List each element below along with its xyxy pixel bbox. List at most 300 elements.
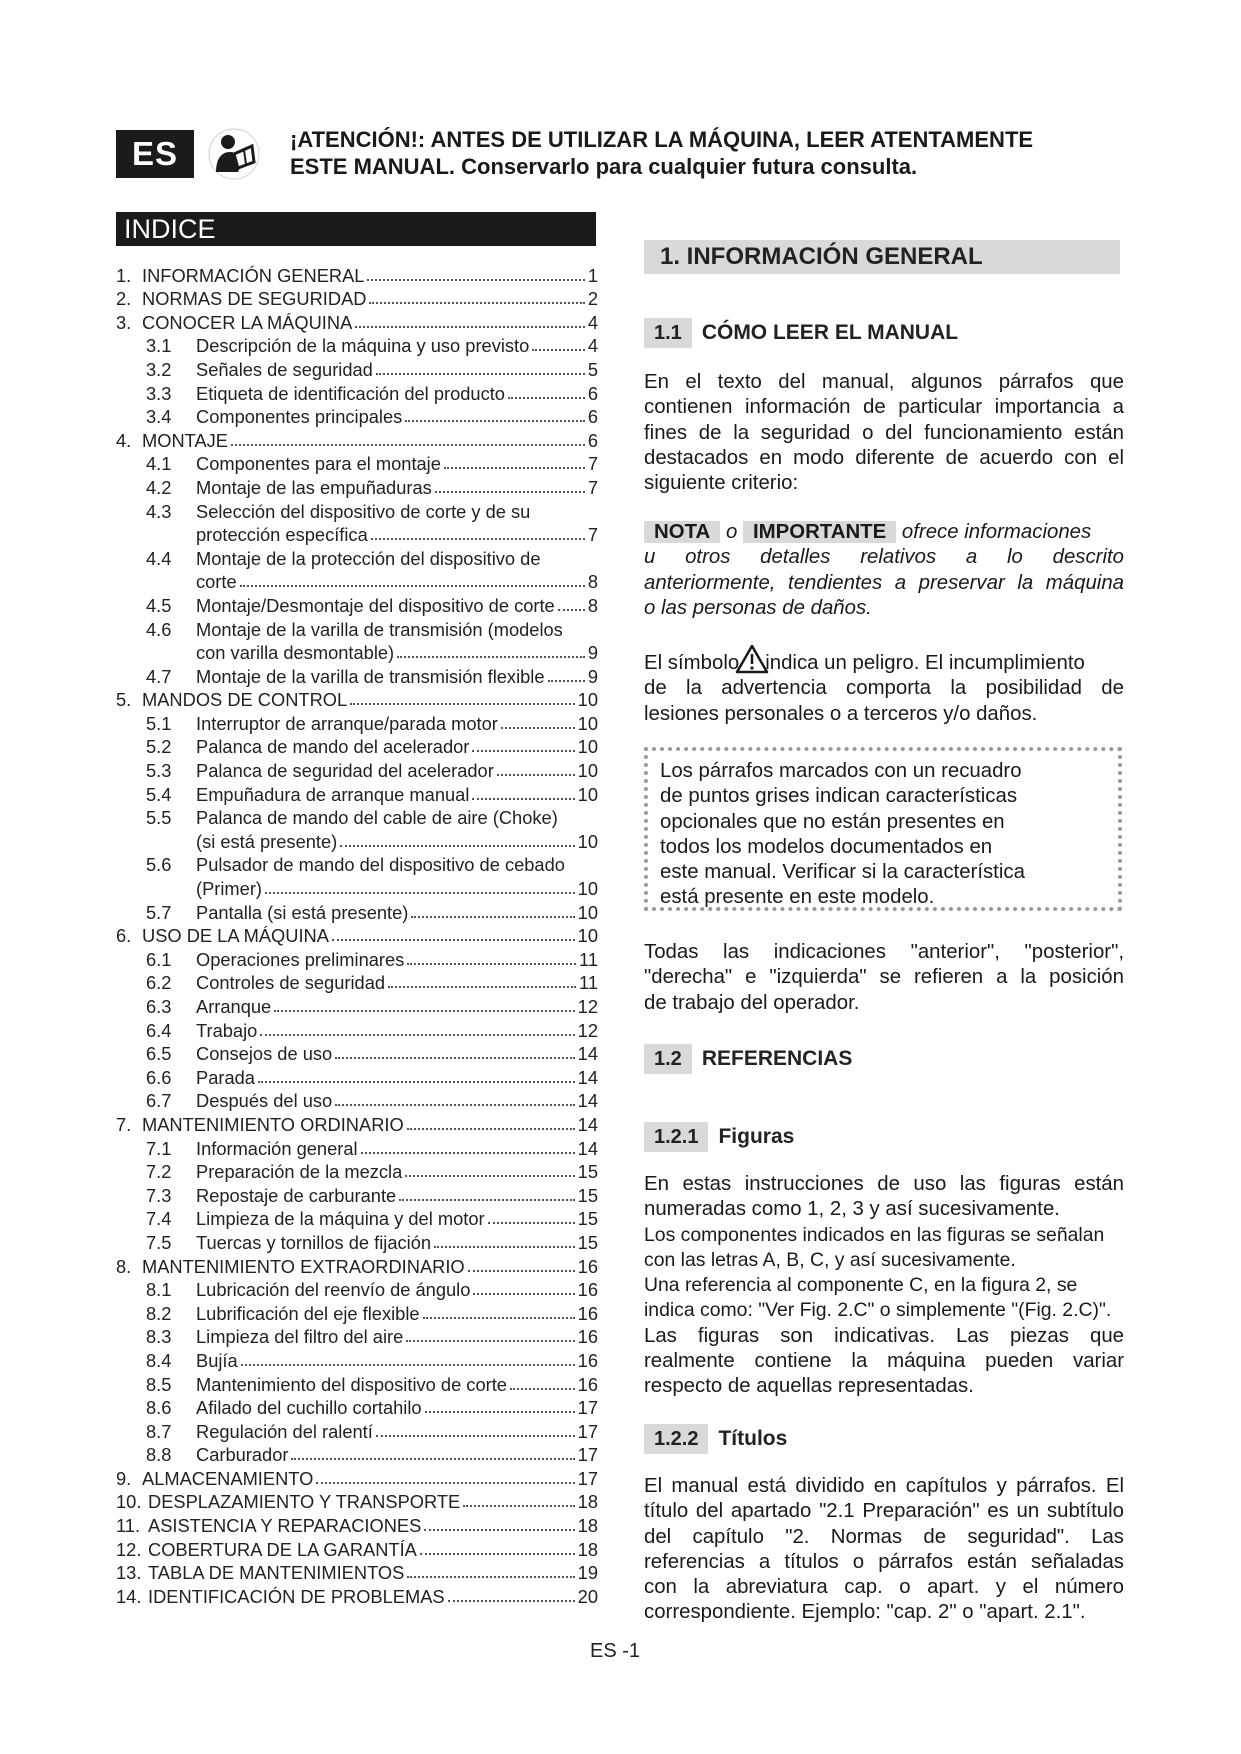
toc-entry <box>116 687 598 711</box>
section-number: 1.2.2 <box>644 1424 708 1454</box>
toc-dot-leader <box>406 1340 574 1342</box>
toc-entry-page: 14 <box>577 1090 598 1112</box>
toc-entry-title: protección específica <box>196 524 368 546</box>
toc-entry-page: 7 <box>587 453 598 475</box>
toc-entry <box>116 1182 598 1206</box>
text-line: con las letras A, B, C, y así sucesivamente. <box>644 1248 1016 1271</box>
toc-entry-title: Montaje de las empuñaduras <box>196 476 432 498</box>
text-line: realmente contiene la máquina pueden variar <box>644 1350 1124 1373</box>
text-line: todos los modelos documentados en <box>660 835 993 858</box>
text-line: fines de la seguridad o del funcionamiento están <box>644 421 1124 444</box>
toc-entry <box>116 1088 598 1112</box>
toc-entry-number: 12. <box>116 1538 142 1560</box>
toc-entry-title: MANTENIMIENTO EXTRAORDINARIO <box>142 1255 465 1277</box>
toc-entry-title: Palanca de mando del cable de aire (Choke) <box>196 807 558 829</box>
toc-dot-leader <box>405 420 585 422</box>
toc-dot-leader <box>497 774 575 776</box>
toc-entry-title: Trabajo <box>196 1019 258 1041</box>
toc-entry <box>116 1583 598 1607</box>
toc-entry-number: 5.5 <box>146 807 172 829</box>
toc-entry-page: 16 <box>577 1302 598 1324</box>
toc-entry-number: 8.3 <box>146 1326 172 1348</box>
toc-entry <box>116 1324 598 1348</box>
toc-entry <box>116 380 598 404</box>
toc-entry <box>116 286 598 310</box>
toc-dot-leader <box>407 963 576 965</box>
toc-dot-leader <box>411 916 574 918</box>
toc-entry <box>116 1135 598 1159</box>
toc-entry-page: 10 <box>577 689 598 711</box>
toc-entry-title: NORMAS DE SEGURIDAD <box>142 288 367 310</box>
text-line: En estas instrucciones de uso las figuras están <box>644 1173 1124 1195</box>
toc-entry <box>116 946 598 970</box>
toc-entry <box>116 1418 598 1442</box>
toc-entry-page: 15 <box>577 1184 598 1206</box>
section-number: 1.2.1 <box>644 1122 708 1152</box>
toc-dot-leader <box>350 703 574 705</box>
toc-entry-page: 12 <box>577 996 598 1017</box>
toc-entry <box>116 309 598 333</box>
toc-entry-page: 12 <box>577 1019 598 1041</box>
toc-entry-title: Descripción de la máquina y uso previsto <box>196 335 530 357</box>
toc-entry-title: Preparación de la mezcla <box>196 1161 403 1183</box>
toc-entry-page: 6 <box>587 429 598 451</box>
toc-dot-leader <box>501 727 575 729</box>
toc-dot-leader <box>260 1034 574 1036</box>
toc-entry-page: 10 <box>577 878 598 900</box>
toc-entry-number: 8.8 <box>146 1444 172 1466</box>
text-line: anteriormente, tendientes a preservar la máquina <box>644 571 1124 594</box>
section-1-2-2-heading <box>644 1424 787 1454</box>
toc-entry-number: 8.1 <box>146 1279 172 1301</box>
toc-entry-page: 6 <box>587 406 598 428</box>
toc-entry-title: Operaciones preliminares <box>196 948 405 970</box>
toc-entry-page: 10 <box>577 783 598 805</box>
toc-entry-title: Selección del dispositivo de corte y de su <box>196 500 531 522</box>
toc-entry-number: 6.2 <box>146 972 172 994</box>
toc-entry-number: 8.4 <box>146 1349 172 1371</box>
toc-entry-number: 7.1 <box>146 1137 172 1159</box>
toc-entry-title: Palanca de seguridad del acelerador <box>196 760 494 782</box>
toc-entry <box>116 569 598 593</box>
toc-entry <box>116 1371 598 1395</box>
toc-entry-title: MANTENIMIENTO ORDINARIO <box>142 1113 404 1135</box>
text-line: Los componentes indicados en las figuras se señalan <box>644 1223 1105 1246</box>
toc-entry-page: 16 <box>577 1255 598 1277</box>
toc-dot-leader <box>399 1199 574 1201</box>
toc-entry-page: 14 <box>577 1113 598 1135</box>
toc-entry <box>116 663 598 687</box>
toc-entry-number: 6.3 <box>146 996 172 1017</box>
paragraph-orientation <box>644 940 1124 1016</box>
toc-entry <box>116 734 598 758</box>
toc-entry-page: 9 <box>587 642 598 664</box>
toc-dot-leader <box>488 1222 575 1224</box>
toc-entry-title: MONTAJE <box>142 429 228 451</box>
section-1-2-heading <box>644 1044 852 1074</box>
toc-entry-number: 4.3 <box>146 500 172 522</box>
text-line: Una referencia al componente C, en la figura 2, se <box>644 1274 1078 1297</box>
toc-entry-page: 4 <box>587 335 598 357</box>
toc-dot-leader <box>548 680 585 682</box>
index-title: INDICE <box>116 212 596 246</box>
toc-entry-page: 10 <box>577 760 598 782</box>
toc-entry-number: 2. <box>116 288 132 310</box>
toc-entry-page: 10 <box>577 830 598 852</box>
toc-entry-title: Tuercas y tornillos de fijación <box>196 1231 432 1253</box>
toc-entry-title: Montaje de la varilla de transmisión flexible <box>196 665 545 687</box>
text-line: indica como: "Ver Fig. 2.C" o simplemente "(Fig. 2.C)". <box>644 1299 1112 1322</box>
toc-entry-number: 6.1 <box>146 948 172 970</box>
toc-entry <box>116 1512 598 1536</box>
toc-entry-number: 6.4 <box>146 1019 172 1041</box>
text-fragment: indica un peligro. El incumplimiento <box>765 652 1085 674</box>
text-line: u otros detalles relativos a lo descrito <box>644 546 1124 569</box>
toc-entry <box>116 1159 598 1183</box>
toc-entry-title: USO DE LA MÁQUINA <box>142 925 329 947</box>
toc-dot-leader <box>367 279 584 281</box>
text-line: o las personas de daños. <box>644 596 872 619</box>
toc-dot-leader <box>376 1435 575 1437</box>
toc-dot-leader <box>424 1529 574 1531</box>
page-number: ES -1 <box>590 1640 641 1662</box>
toc-entry <box>116 616 598 640</box>
toc-entry-title: Pulsador de mando del dispositivo de cebado <box>196 854 565 876</box>
toc-entry-title: CONOCER LA MÁQUINA <box>142 311 353 333</box>
toc-dot-leader <box>425 1411 575 1413</box>
toc-entry <box>116 1277 598 1301</box>
text-line: título del apartado "2.1 Preparación" es un subtítulo <box>644 1500 1124 1523</box>
toc-entry <box>116 1253 598 1277</box>
toc-entry-number: 8.2 <box>146 1302 172 1324</box>
toc-entry-title: Empuñadura de arranque manual <box>196 783 470 805</box>
toc-entry <box>116 522 598 546</box>
toc-entry-number: 8.7 <box>146 1420 172 1442</box>
toc-entry-title: Señales de seguridad <box>196 358 373 380</box>
toc-entry-page: 10 <box>577 901 598 923</box>
toc-entry <box>116 781 598 805</box>
toc-entry-title: (si está presente) <box>196 830 338 852</box>
toc-dot-leader <box>472 750 574 752</box>
toc-entry-title: Limpieza del filtro del aire <box>196 1326 404 1348</box>
toc-entry <box>116 1536 598 1560</box>
toc-entry-title: Lubrificación del eje flexible <box>196 1302 420 1324</box>
toc-entry-title: corte <box>196 571 237 593</box>
toc-dot-leader <box>340 845 574 847</box>
toc-entry-title: Limpieza de la máquina y del motor <box>196 1208 485 1230</box>
toc-entry <box>116 993 598 1017</box>
toc-entry-number: 4.7 <box>146 665 172 687</box>
toc-dot-leader <box>231 444 585 446</box>
toc-entry <box>116 1111 598 1135</box>
toc-dot-leader <box>376 373 585 375</box>
toc-entry <box>116 1347 598 1371</box>
toc-dot-leader <box>291 1458 574 1460</box>
or-word: o <box>725 521 738 543</box>
toc-entry-number: 7.2 <box>146 1161 172 1183</box>
text-line: Todas las indicaciones "anterior", "posterior", <box>644 941 1124 963</box>
toc-entry-page: 16 <box>577 1349 598 1371</box>
toc-entry-number: 7.5 <box>146 1231 172 1253</box>
toc-entry-number: 10. <box>116 1491 142 1513</box>
toc-entry <box>116 640 598 664</box>
section-title: Figuras <box>718 1125 795 1148</box>
toc-entry <box>116 498 598 522</box>
toc-entry-title: COBERTURA DE LA GARANTÍA <box>148 1538 417 1560</box>
toc-entry-title: IDENTIFICACIÓN DE PROBLEMAS <box>148 1585 445 1607</box>
toc-entry-title: Parada <box>196 1066 255 1088</box>
toc-dot-leader <box>265 892 575 894</box>
toc-entry-number: 11. <box>116 1515 141 1537</box>
paragraph-danger-symbol <box>644 644 1124 727</box>
toc-entry-page: 17 <box>577 1420 598 1442</box>
toc-entry-number: 5.4 <box>146 783 172 805</box>
text-line: de puntos grises indican características <box>660 785 1018 808</box>
toc-entry-page: 9 <box>587 665 598 687</box>
text-line: de la advertencia comporta la posibilidad de <box>644 677 1124 700</box>
toc-entry <box>116 1560 598 1584</box>
toc-entry <box>116 710 598 734</box>
toc-entry <box>116 404 598 428</box>
toc-entry-title: Afilado del cuchillo cortahilo <box>196 1397 422 1419</box>
toc-entry-title: DESPLAZAMIENTO Y TRANSPORTE <box>148 1491 461 1513</box>
toc-entry-number: 6.7 <box>146 1090 172 1112</box>
paragraph-note-important <box>644 520 1124 621</box>
toc-entry-number: 7.4 <box>146 1208 172 1230</box>
toc-entry-number: 5.1 <box>146 712 172 734</box>
toc-entry-number: 13. <box>116 1562 142 1584</box>
toc-entry-title: Etiqueta de identificación del producto <box>196 382 505 404</box>
toc-entry-number: 4. <box>116 429 132 451</box>
toc-dot-leader <box>407 1128 575 1130</box>
toc-entry-number: 5. <box>116 689 132 711</box>
toc-dot-leader <box>434 1246 575 1248</box>
toc-entry-page: 17 <box>577 1444 598 1466</box>
toc-dot-leader <box>332 939 575 941</box>
toc-entry-page: 15 <box>577 1208 598 1230</box>
text-line: con la abreviatura cap. o apart. y el número <box>644 1576 1124 1599</box>
warning-heading <box>290 126 1110 180</box>
toc-entry-title: (Primer) <box>196 878 263 900</box>
toc-dot-leader <box>388 986 576 988</box>
toc-entry-title: Arranque <box>196 996 272 1017</box>
toc-dot-leader <box>371 538 585 540</box>
toc-entry-title: Interruptor de arranque/parada motor <box>196 712 498 734</box>
text-line: está presente en este modelo. <box>660 886 935 909</box>
toc-entry-page: 1 <box>587 264 598 286</box>
toc-entry-number: 8.5 <box>146 1373 172 1395</box>
toc-entry-page: 20 <box>577 1585 598 1607</box>
text-line: Las figuras son indicativas. Las piezas que <box>644 1324 1124 1347</box>
toc-dot-leader <box>274 1010 574 1012</box>
section-title: REFERENCIAS <box>701 1047 853 1070</box>
toc-entry <box>116 899 598 923</box>
toc-entry-page: 10 <box>577 925 598 947</box>
toc-entry-number: 5.3 <box>146 760 172 782</box>
text-line: respecto de aquellas representadas. <box>644 1375 974 1398</box>
toc-entry-number: 7.3 <box>146 1184 172 1206</box>
toc-entry-page: 8 <box>587 594 598 616</box>
toc-entry-title: TABLA DE MANTENIMIENTOS <box>148 1562 405 1584</box>
toc-entry-title: Después del uso <box>196 1090 333 1112</box>
toc-entry-page: 16 <box>577 1326 598 1348</box>
toc-dot-leader <box>435 491 585 493</box>
toc-entry-number: 3. <box>116 311 132 333</box>
toc-entry-page: 18 <box>577 1515 598 1537</box>
toc-entry <box>116 828 598 852</box>
toc-entry <box>116 451 598 475</box>
toc-entry <box>116 1229 598 1253</box>
text-line: "derecha" e "izquierda" se refieren a la posición <box>644 966 1124 989</box>
toc-entry-page: 18 <box>577 1538 598 1560</box>
warning-line-2: ESTE MANUAL. Conservarlo para cualquier futura consulta. <box>290 154 918 179</box>
toc-entry-number: 3.3 <box>146 382 172 404</box>
toc-entry <box>116 1465 598 1489</box>
text-line: de trabajo del operador. <box>644 991 860 1014</box>
toc-entry-title: INFORMACIÓN GENERAL <box>142 264 365 286</box>
toc-entry <box>116 1041 598 1065</box>
toc-entry-page: 4 <box>587 311 598 333</box>
language-badge: ES <box>116 130 194 178</box>
toc-dot-leader <box>472 798 574 800</box>
toc-entry <box>116 427 598 451</box>
toc-entry-title: Bujía <box>196 1349 238 1371</box>
toc-dot-leader <box>241 1364 575 1366</box>
toc-dot-leader <box>420 1553 575 1555</box>
toc-dot-leader <box>405 1175 574 1177</box>
section-1-1-heading <box>644 318 958 348</box>
section-1-heading: 1. INFORMACIÓN GENERAL <box>644 240 1120 274</box>
toc-entry-page: 16 <box>577 1373 598 1395</box>
toc-entry-number: 1. <box>116 264 132 286</box>
toc-entry-title: ASISTENCIA Y REPARACIONES <box>148 1515 422 1537</box>
section-title: CÓMO LEER EL MANUAL <box>701 321 959 344</box>
toc-dot-leader <box>558 609 585 611</box>
toc-dot-leader <box>510 1388 575 1390</box>
text-line: siguiente criterio: <box>644 472 799 495</box>
toc-entry-number: 5.2 <box>146 736 172 758</box>
toc-entry-page: 6 <box>587 382 598 404</box>
toc-entry-number: 5.6 <box>146 854 172 876</box>
toc-entry <box>116 356 598 380</box>
toc-entry-title: Carburador <box>196 1444 289 1466</box>
toc-entry-title: Controles de seguridad <box>196 972 386 994</box>
toc-entry-page: 7 <box>587 524 598 546</box>
toc-entry-page: 10 <box>577 736 598 758</box>
text-line: El manual está dividido en capítulos y párrafos. El <box>644 1475 1124 1497</box>
text-line: numeradas como 1, 2, 3 y así sucesivamente. <box>644 1198 1060 1221</box>
toc-entry-title: Montaje de la varilla de transmisión (modelos <box>196 618 563 640</box>
section-title: Títulos <box>718 1427 788 1450</box>
toc-entry-page: 11 <box>579 972 598 994</box>
text-line: del capítulo "2. Normas de seguridad". Las <box>644 1525 1124 1548</box>
toc-dot-leader <box>316 1482 574 1484</box>
box-text <box>660 759 1100 911</box>
toc-entry-title: Mantenimiento del dispositivo de corte <box>196 1373 507 1395</box>
toc-entry-number: 6.5 <box>146 1043 172 1065</box>
toc-dot-leader <box>397 656 585 658</box>
toc-entry-title: Palanca de mando del acelerador <box>196 736 470 758</box>
toc-entry-number: 4.2 <box>146 476 172 498</box>
toc-entry-page: 14 <box>577 1137 598 1159</box>
toc-entry-page: 11 <box>579 948 598 970</box>
toc-entry-title: Componentes principales <box>196 406 403 428</box>
toc-entry-number: 3.2 <box>146 358 172 380</box>
text-line: Los párrafos marcados con un recuadro <box>660 760 1022 782</box>
warning-line-1: ¡ATENCIÓN!: ANTES DE UTILIZAR LA MÁQUINA, LEER ATENTAMENTE <box>290 127 1034 152</box>
toc-entry <box>116 1017 598 1041</box>
toc-entry-title: Consejos de uso <box>196 1043 333 1065</box>
toc-entry <box>116 1206 598 1230</box>
nota-label: NOTA <box>644 521 720 543</box>
text-line: lesiones personales o a terceros y/o daños. <box>644 702 1038 725</box>
toc-entry-page: 15 <box>577 1161 598 1183</box>
text-line: destacados en modo diferente de acuerdo con el <box>644 446 1124 469</box>
toc-entry-page: 2 <box>587 288 598 310</box>
optional-features-box <box>644 747 1122 911</box>
toc-entry-title: Montaje de la protección del dispositivo de <box>196 547 541 569</box>
toc-entry <box>116 805 598 829</box>
toc-entry-page: 17 <box>577 1397 598 1419</box>
text-fragment: ofrece informaciones <box>901 521 1092 543</box>
toc-dot-leader <box>448 1600 575 1602</box>
toc-dot-leader <box>463 1505 574 1507</box>
toc-entry-page: 15 <box>577 1231 598 1253</box>
toc-entry-number: 6.6 <box>146 1066 172 1088</box>
toc-entry-number: 9. <box>116 1467 132 1489</box>
toc-entry <box>116 923 598 947</box>
toc-entry <box>116 545 598 569</box>
toc-entry-page: 7 <box>587 476 598 498</box>
toc-entry-title: Montaje/Desmontaje del dispositivo de corte <box>196 594 555 616</box>
importante-label: IMPORTANTE <box>743 521 896 543</box>
toc-entry-number: 4.5 <box>146 594 172 616</box>
toc-entry <box>116 1442 598 1466</box>
toc-entry-number: 8.6 <box>146 1397 172 1419</box>
text-line: correspondiente. Ejemplo: "cap. 2" o "apart. 2.1". <box>644 1601 1086 1624</box>
toc-entry-page: 18 <box>577 1491 598 1513</box>
toc-entry-number: 7. <box>116 1113 132 1135</box>
toc-entry-page: 14 <box>577 1043 598 1065</box>
toc-dot-leader <box>240 585 585 587</box>
text-line: En el texto del manual, algunos párrafos que <box>644 371 1124 393</box>
toc-entry <box>116 262 598 286</box>
toc-entry-page: 17 <box>577 1467 598 1489</box>
toc-dot-leader <box>473 1293 574 1295</box>
toc-dot-leader <box>532 349 585 351</box>
toc-entry-title: ALMACENAMIENTO <box>142 1467 314 1489</box>
toc-entry-page: 10 <box>577 712 598 734</box>
toc-entry-title: Componentes para el montaje <box>196 453 441 475</box>
read-manual-icon <box>208 128 260 180</box>
text-line: opcionales que no están presentes en <box>660 810 1005 833</box>
toc-entry-number: 5.7 <box>146 901 172 923</box>
toc-entry-page: 16 <box>577 1279 598 1301</box>
toc-dot-leader <box>335 1057 574 1059</box>
toc-entry <box>116 1300 598 1324</box>
toc-entry-title: Lubricación del reenvío de ángulo <box>196 1279 471 1301</box>
toc-entry-title: Repostaje de carburante <box>196 1184 397 1206</box>
section-number: 1.2 <box>644 1044 692 1074</box>
toc-entry <box>116 1064 598 1088</box>
toc-entry-page: 8 <box>587 571 598 593</box>
toc-entry-page: 19 <box>577 1562 598 1584</box>
toc-dot-leader <box>335 1104 574 1106</box>
toc-entry-page: 5 <box>587 358 598 380</box>
toc-dot-leader <box>258 1081 575 1083</box>
section-1-2-1-heading <box>644 1122 794 1152</box>
toc-entry <box>116 852 598 876</box>
